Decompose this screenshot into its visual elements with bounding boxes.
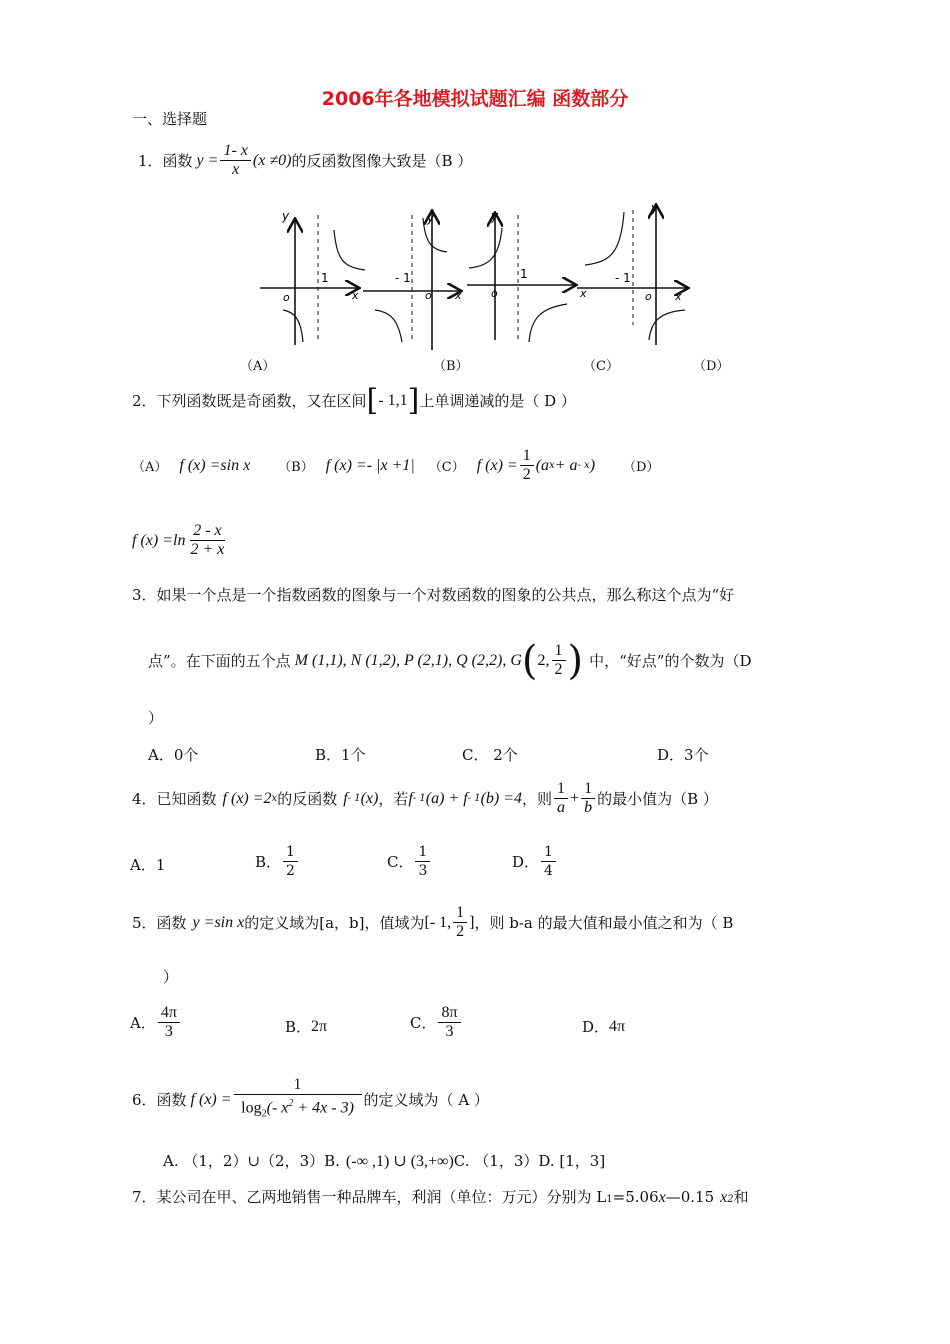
q5-opt-a-den: 3 [164,1023,173,1040]
question-4 [132,780,718,817]
page-title: 2006年各地模拟试题汇编 函数部分 [321,88,629,110]
q6-den-log: log [241,1099,262,1117]
graph-d-x-label: x [675,290,682,303]
q1-denominator: x [232,161,240,178]
q3-g-frac [552,642,566,679]
q4-f-sup: x [271,793,278,804]
q5-range-frac [453,904,467,941]
q2-opt-c-label: （C） [428,460,465,475]
q2-opt-d [132,522,229,559]
q5-opt-c-num: 8π [438,1004,460,1023]
q2-opt-c-sup1: x [549,460,555,471]
q2-opt-c-mid: + a [554,456,578,474]
q2-opt-c-num: 1 [520,447,534,466]
q5-opt-c-frac [438,1004,460,1041]
q1-func-lhs: y = [196,151,219,169]
q3-line2: 点”。在下面的五个点 M (1,1), N (1,2), P (2,1), Q (2,2), G ( 2, $\frac{1}{2}$ ) 中，“好点”的个数为（D [148,637,752,684]
q2-opt-d-frac [187,522,227,559]
q5-opt-b-label: B． [285,1018,312,1036]
graph-a-origin: o [283,291,290,304]
q6-f: f (x) = [190,1090,232,1108]
q5-r-num: 1 [453,904,467,923]
q1-graphs [255,200,705,355]
q7-sub: 1 [606,1194,613,1205]
question-1 [138,142,472,179]
q2-opt-a-label: （A） [132,460,168,475]
graph-b [363,211,462,350]
graph-a-one: 1 [321,271,329,285]
q4-b: 的反函数 [277,790,338,808]
q2-opt-d-den: 2 + x [190,541,225,558]
graph-label-b: （B） [433,359,469,374]
q7-x2: x [720,1189,728,1206]
graph-c-x-label: x [580,287,587,300]
q2-opt-a: f (x) =sin x [179,456,251,474]
q5-opt-c [410,1004,463,1041]
graph-b-x-label: x [455,289,462,302]
q4-opt-d-den: 4 [544,863,553,879]
q3-option-d: D．3个 [657,746,709,764]
graph-a-y-label: y [282,209,290,223]
q2-interval: - 1,1 [378,391,408,409]
q4-cond2-sup: - 1 [467,793,481,804]
q2-opt-d-label: （D） [623,460,660,475]
q3-g-pre: 2, [537,651,550,669]
q6-den-sup: 2 [288,1098,294,1109]
q6-frac [234,1076,362,1124]
q6-den-b: (- x [266,1099,289,1117]
q5-opt-c-den: 3 [445,1023,454,1040]
q2-opt-c-sup2: - x [577,460,590,471]
q3-line2-a: 点”。在下面的五个点 [148,652,291,670]
q5-f: y =sin x [192,913,245,931]
graph-d-origin: o [645,290,652,303]
q4-opt-c-frac [415,843,430,880]
q4-frac1 [554,780,568,817]
q4-a: 4．已知函数 [132,790,217,808]
q4-frac2 [581,780,595,817]
graph-d-minus-one: - 1 [615,271,631,285]
q3-option-c: C． 2个 [462,746,518,764]
q2-opt-b: f (x) =- |x +1| [325,456,415,474]
q7-b: =5.06 [612,1188,659,1206]
q5-opt-a-num: 4π [158,1004,180,1023]
q4-cond1-post: (a) + f [425,789,468,807]
q3-line1: 3．如果一个点是一个指数函数的图象与一个对数函数的图象的公共点，那么称这个点为“好 [132,586,735,604]
q5-opt-b-val: 2π [311,1017,328,1035]
q3-points: M (1,1), N (1,2), P (2,1), Q (2,2), G [294,651,522,669]
q4-opt-a: A．1 [130,856,166,874]
q5-opt-d-val: 4π [609,1017,626,1035]
q4-inv-sup: - 1 [347,793,361,804]
question-7 [132,1186,749,1207]
q4-d: ，则 [522,790,553,808]
q1-prefix: 1．函数 [138,152,193,170]
q4-inv-post: (x) [360,789,379,807]
q2-stem-a: 2．下列函数既是奇函数，又在区间 [132,392,367,410]
q5-r-den: 2 [456,923,465,940]
q5-a: 5．函数 [132,914,187,932]
q2-opt-d-num: 2 - x [190,522,224,541]
graph-c-one: 1 [520,267,528,281]
q4-opt-c-den: 3 [418,863,428,879]
q6-den-sub: 2 [261,1108,267,1120]
graph-a [260,209,365,345]
q1-fraction [220,142,250,179]
question-6 [132,1076,489,1124]
section-heading: 一、选择题 [132,110,208,128]
q4-opt-d-num: 1 [541,843,556,862]
q7-sup: 2 [727,1194,734,1205]
question-5 [132,904,733,941]
q4-cond1-end: (b) =4 [480,789,523,807]
graph-b-y-label: y [427,211,435,225]
q4-inv: f [343,789,348,807]
question-2: 2．下列函数既是奇函数，又在区间 [ - 1,1 ] 上单调递减的是（ D ） [132,382,576,418]
q4-opt-c-label: C． [387,853,414,871]
q4-opt-d-label: D． [512,853,540,871]
q4-n2: 1 [581,780,595,799]
q5-opt-b [285,1016,327,1037]
q1-text: 的反函数图像大致是（B ） [291,152,473,170]
q3-option-b: B．1个 [315,746,366,764]
q2-opt-c-pre: f (x) = [476,456,518,474]
q6-opt-b-val: (-∞ ,1) ∪ (3,+∞) [345,1152,454,1170]
q4-opt-c [387,843,432,880]
q6-den [238,1095,357,1124]
q2-opt-c-frac [520,447,534,484]
graph-c-origin: o [491,287,498,300]
q2-opt-b-label: （B） [278,460,314,475]
graph-label-d: （D） [693,359,730,374]
q4-d1: a [557,799,566,816]
q5-b: 的定义域为[a，b]，值域为 [244,914,425,932]
q5-opt-a [130,1004,182,1041]
q4-opt-c-num: 1 [415,843,430,862]
q5-range-pre: [- 1, [424,913,452,931]
q2-opt-d-pre: f (x) =ln [132,531,186,549]
q6-opt-line-b: C. （1，3）D. [1，3] [453,1152,606,1170]
graph-label-a: （A） [240,359,276,374]
graph-c [467,209,587,342]
q5-opt-c-label: C． [410,1014,437,1032]
q4-cond1-sup: - 1 [412,793,426,804]
q5-range-post: ] [469,913,475,931]
graph-a-x-label: x [352,289,359,302]
graph-b-origin: o [425,289,432,302]
q7-d: 和 [733,1188,749,1206]
q2-opt-c-end: ) [589,456,596,474]
q4-f: f (x) =2 [222,789,272,807]
q3-line2-b: 中，“好点”的个数为（D [589,652,752,670]
q5-opt-d [582,1016,625,1037]
q7-x: x [658,1189,666,1206]
q1-condition: (x ≠0) [252,151,292,169]
q4-cond1: f [408,789,413,807]
q7-a: 7．某公司在甲、乙两地销售一种品牌车，利润（单位：万元）分别为 L [132,1188,607,1206]
q4-opt-d [512,843,558,880]
q4-c: ，若 [378,790,409,808]
q3-line3: ） [148,709,164,727]
q2-opt-c-den: 2 [522,466,531,483]
q5-opt-a-frac [158,1004,180,1041]
q3-option-a: A．0个 [148,746,199,764]
graph-d-y-label: y [651,201,659,215]
q3-g-den: 2 [554,661,563,678]
q4-e: 的最小值为（B ） [597,790,718,808]
q6-opt-line-a: A. （1，2）∪（2，3）B. [163,1152,340,1170]
q3-g-num: 1 [552,642,566,661]
q4-opt-b-num: 1 [283,843,298,862]
q4-opt-b-den: 2 [286,863,295,879]
q4-opt-b-frac [283,843,298,880]
graph-c-y-label: y [491,209,499,223]
q4-d2: b [584,799,593,816]
q6-den-c: + 4x - 3) [293,1099,354,1117]
q5-opt-d-label: D． [582,1018,610,1036]
q1-numerator: 1- x [220,142,250,161]
q5-c: ，则 b-a 的最大值和最小值之和为（ B [474,914,734,932]
q4-opt-b [255,843,300,880]
q5-line2: ） [163,968,179,986]
q2-opt-c-post: (a [535,456,550,474]
q6-num: 1 [234,1076,362,1095]
q5-opt-a-label: A． [130,1014,156,1032]
graph-b-minus-one: - 1 [395,271,411,285]
q4-n1: 1 [554,780,568,799]
q6-a: 6．函数 [132,1091,187,1110]
q7-c: —0.15 [665,1188,715,1206]
graph-d [577,201,687,345]
q2-stem-b: 上单调递减的是（ D ） [419,392,576,410]
graph-label-c: （C） [583,359,619,374]
q6-b: 的定义域为（ A ） [363,1091,489,1110]
q4-opt-d-frac [541,843,556,880]
q4-plus: + [570,789,580,807]
q6-options [163,1150,605,1171]
q2-options [132,447,659,484]
q4-opt-b-label: B． [255,853,282,871]
